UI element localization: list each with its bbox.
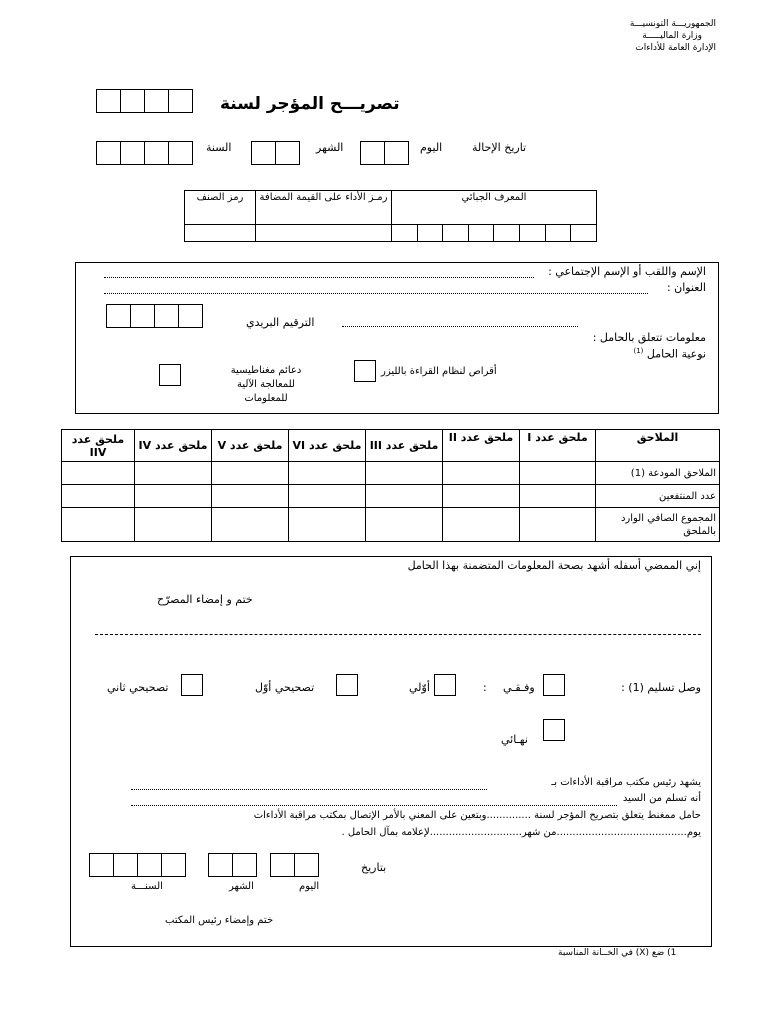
annex-col-7: ملحق عدد IIV [62, 430, 135, 462]
tax-id-cell[interactable] [417, 225, 443, 242]
tax-id-cell[interactable] [545, 225, 571, 242]
office-field[interactable] [131, 789, 487, 790]
attestation-section [70, 556, 712, 947]
on-time-label: وفـقـي [503, 681, 535, 694]
annex-col-4: ملحق عدد VI [289, 430, 366, 462]
address-field[interactable] [104, 293, 648, 294]
vat-code-cell[interactable] [256, 225, 392, 242]
media-checkbox[interactable] [159, 364, 181, 386]
tax-id-cell[interactable] [519, 225, 545, 242]
postal-code-line[interactable] [342, 326, 578, 327]
tax-id-cell[interactable] [443, 225, 469, 242]
tax-id-cell[interactable] [494, 225, 520, 242]
deposit-year-boxes[interactable] [96, 141, 193, 165]
postal-code-label: الترقيم البريدي [246, 316, 315, 329]
deposit-month-label: الشهر [316, 141, 344, 154]
annex-col-1: ملحق عدد I [520, 430, 596, 462]
row-label-beneficiaries: عدد المنتفعين [596, 485, 720, 508]
second-correction-checkbox[interactable] [181, 674, 203, 696]
deposit-day-boxes[interactable] [360, 141, 409, 165]
separator-line [95, 634, 701, 635]
on-time-checkbox[interactable] [543, 674, 565, 696]
row-label-net-total: المجموع الصافي الوارد بالملحق [596, 508, 720, 542]
disks-option-label: أقراص لنظام القراءة بالليزر [381, 366, 497, 377]
final-label: نهـائي [501, 733, 528, 746]
deposit-day-label: اليوم [420, 141, 443, 154]
deposit-date-label: تاريخ الإحالة [472, 141, 527, 154]
address-label: العنوان : [666, 281, 706, 294]
deposit-year-label: السنة [206, 141, 232, 154]
receipt-colon: : [483, 681, 487, 694]
receipt-year-boxes[interactable] [89, 853, 186, 877]
annex-col-6: ملحق عدد IV [135, 430, 212, 462]
day-line: يوم.........................................من شهر.............................لإعلامه بمآل الحامل . [341, 827, 701, 838]
table-row [62, 485, 720, 508]
head-stamp-label: ختم وإمضاء رئيس المكتب [165, 915, 274, 926]
received-from-field[interactable] [131, 805, 617, 806]
receipt-month-label: الشهر [229, 881, 254, 892]
tax-id-header: المعرف الجبائي [392, 191, 597, 225]
directorate-label: الإدارة العامة للأداءات [635, 43, 716, 53]
row-label-deposited: الملاحق المودعة (1) [596, 462, 720, 485]
annex-col-2: ملحق عدد II [443, 430, 520, 462]
support-type-note: (1) [633, 347, 644, 355]
receipt-month-boxes[interactable] [208, 853, 257, 877]
identity-section [75, 262, 719, 414]
certify-head-label: يشهد رئيس مكتب مراقبة الأداءات بـ [551, 777, 701, 788]
declarant-stamp-label: ختم و إمضاء المصرّح [157, 593, 253, 606]
annex-col-3: ملحق عدد III [366, 430, 443, 462]
category-code-cell[interactable] [185, 225, 256, 242]
deposit-month-boxes[interactable] [251, 141, 300, 165]
name-label: الإسم واللقب أو الإسم الإجتماعي : [548, 265, 706, 278]
page-title: تصريـــح المؤجر لسنة [220, 94, 400, 114]
received-from-label: أنه تسلم من السيد [622, 793, 701, 804]
table-row [62, 508, 720, 542]
first-correction-checkbox[interactable] [336, 674, 358, 696]
media-option-label: دعائم مغناطيسية للمعالجة الآلية للمعلومات [230, 365, 302, 404]
annexes-table [61, 429, 720, 542]
tax-id-cell[interactable] [392, 225, 418, 242]
first-correction-label: تصحيحي أوّل [255, 681, 315, 694]
initial-checkbox[interactable] [434, 674, 456, 696]
receipt-label: وصل تسليم (1) : [621, 681, 701, 694]
receipt-date-label: بتاريخ [361, 861, 387, 874]
republic-label: الجمهوريـــة التونسيـــة [629, 19, 716, 29]
attestation-statement: إني الممضي أسفله أشهد بصحة المعلومات المتضمنة بهذا الحامل [407, 559, 701, 572]
receipt-day-boxes[interactable] [270, 853, 319, 877]
id-table [184, 190, 597, 242]
table-row [62, 462, 720, 485]
tax-id-cell[interactable] [571, 225, 597, 242]
receipt-year-label: السنـــة [131, 881, 163, 892]
postal-code-boxes[interactable] [106, 304, 203, 328]
support-line: حامل ممغنط يتعلق بتصريح المؤجر لسنة ..............وبتعين على المعني بالأمر الإتصال بمكتب مراقبة الأداءات [253, 810, 701, 821]
footnote: 1) ضع (X) في الخــانة المناسبة [558, 948, 677, 958]
vat-code-header: رمـز الأداء على القيمة المضافة [256, 191, 392, 225]
header-block [630, 18, 716, 54]
support-type-row [633, 347, 706, 361]
year-boxes-title[interactable] [96, 89, 193, 113]
ministry-label: وزارة الماليـــــة [642, 31, 702, 41]
support-type-label: نوعية الحامل [646, 347, 706, 361]
initial-label: أوّلي [409, 681, 430, 694]
receipt-day-label: اليوم [299, 881, 320, 892]
tax-id-cell[interactable] [468, 225, 494, 242]
final-checkbox[interactable] [543, 719, 565, 741]
name-field[interactable] [104, 277, 534, 278]
category-code-header: رمز الصنف [185, 191, 256, 225]
annex-col-5: ملحق عدد V [212, 430, 289, 462]
support-info-label: معلومات تتعلق بالحامل : [592, 331, 706, 344]
disks-checkbox[interactable] [354, 360, 376, 382]
second-correction-label: تصحيحي ثاني [107, 681, 169, 694]
annexes-header: الملاحق [596, 430, 720, 462]
